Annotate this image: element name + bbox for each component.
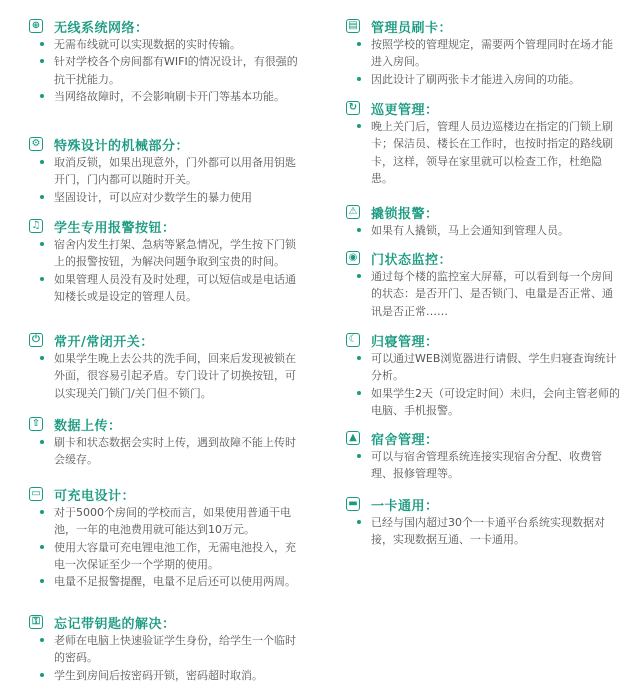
section-title: 无线系统网络： — [54, 21, 149, 36]
section-title: 宿舍管理： — [371, 433, 439, 448]
section-header — [0, 134, 320, 154]
bullet-list — [340, 118, 640, 187]
bullet-item: 如果学生晚上去公共的洗手间，回来后发现被锁在外面，很容易引起矛盾。专门设计了切换按钮，可以实现关门锁门/关门但不锁门。 — [0, 350, 320, 402]
bullet-list — [0, 154, 320, 206]
bullet-item: 如果管理人员没有及时处理，可以短信或是电话通知楼长或是设定的管理人员。 — [0, 271, 320, 306]
section-header — [340, 202, 640, 222]
bullet-item: 刷卡和状态数据会实时上传，遇到故障不能上传时会缓存。 — [0, 434, 320, 469]
bullet-item: 已经与国内超过30个一卡通平台系统实现数据对接，实现数据互通、一卡通用。 — [340, 514, 640, 549]
section-return-dorm — [340, 330, 640, 419]
bullet-item: 电量不足报警提醒，电量不足后还可以使用两周。 — [0, 573, 320, 590]
id-card-icon: ▤ — [346, 19, 360, 33]
bullet-item: 学生到房间后按密码开锁，密码超时取消。 — [0, 667, 320, 684]
bullet-list — [0, 504, 320, 590]
section-one-card — [340, 494, 640, 549]
bullet-item: 通过每个楼的监控室大屏幕，可以看到每一个房间的状态：是否开门、是否锁门、电量是否正常、通讯是否正常…… — [340, 268, 640, 320]
section-title: 撬锁报警： — [371, 207, 439, 222]
section-title: 忘记带钥匙的解决： — [54, 617, 176, 632]
section-header — [0, 16, 320, 36]
section-title: 特殊设计的机械部分： — [54, 139, 190, 154]
section-header — [340, 16, 640, 36]
bullet-item: 取消反锁，如果出现意外，门外都可以用备用钥匙开门，门内都可以随时开关。 — [0, 154, 320, 189]
section-header — [0, 414, 320, 434]
bullet-item: 无需布线就可以实现数据的实时传输。 — [0, 36, 320, 53]
section-door-monitor — [340, 248, 640, 320]
section-mechanical-design — [0, 134, 320, 206]
section-wireless-network — [0, 16, 320, 105]
section-pry-alarm — [340, 202, 640, 239]
bullet-list — [0, 236, 320, 305]
bullet-item: 使用大容量可充电锂电池工作，无需电池投入，充电一次保证至少一个学期的使用。 — [0, 539, 320, 574]
bell-icon: ♫ — [29, 219, 43, 233]
building-icon: ▲ — [346, 431, 360, 445]
section-title: 学生专用报警按钮： — [54, 221, 176, 236]
battery-icon: ▭ — [29, 487, 43, 501]
bullet-list — [340, 448, 640, 483]
bullet-item: 当网络故障时，不会影响刷卡开门等基本功能。 — [0, 88, 320, 105]
eye-icon: ◉ — [346, 251, 360, 265]
section-title: 一卡通用： — [371, 499, 439, 514]
section-header — [0, 216, 320, 236]
bullet-item: 如果学生2天（可设定时间）未归，会向主管老师的电脑、手机报警。 — [340, 385, 640, 420]
bullet-item: 因此设计了刷两张卡才能进入房间的功能。 — [340, 71, 640, 88]
bullet-list — [0, 36, 320, 105]
upload-icon: ⇧ — [29, 417, 43, 431]
bullet-item: 如果有人撬锁，马上会通知到管理人员。 — [340, 222, 640, 239]
bullet-list — [340, 268, 640, 320]
section-header — [340, 428, 640, 448]
section-data-upload — [0, 414, 320, 469]
section-forgot-key — [0, 612, 320, 684]
bullet-list — [340, 514, 640, 549]
section-title: 可充电设计： — [54, 489, 136, 504]
section-dorm-management — [340, 428, 640, 483]
section-patrol — [340, 98, 640, 187]
moon-icon: ☾ — [346, 333, 360, 347]
power-icon: ⏻ — [29, 333, 43, 347]
section-header — [0, 484, 320, 504]
section-header — [340, 494, 640, 514]
section-title: 门状态监控： — [371, 253, 453, 268]
section-header — [340, 330, 640, 350]
section-admin-card — [340, 16, 640, 88]
section-title: 归寝管理： — [371, 335, 439, 350]
bullet-item: 晚上关门后，管理人员边巡楼边在指定的门锁上刷卡；保洁员、楼长在工作时，也按时指定的路线刷卡，这样，领导在家里就可以检查工作，杜绝隐患。 — [340, 118, 640, 187]
bullet-item: 针对学校各个房间都有WIFI的情况设计，有很强的抗干扰能力。 — [0, 53, 320, 88]
bullet-item: 按照学校的管理规定，需要两个管理同时在场才能进入房间。 — [340, 36, 640, 71]
section-header — [340, 248, 640, 268]
bullet-item: 可以通过WEB浏览器进行请假、学生归寝查询统计分析。 — [340, 350, 640, 385]
section-header — [0, 612, 320, 632]
section-title: 数据上传： — [54, 419, 122, 434]
card-icon: ▬ — [346, 497, 360, 511]
section-alarm-button — [0, 216, 320, 305]
bullet-list — [340, 222, 640, 239]
key-icon: ⚿ — [29, 615, 43, 629]
section-title: 巡更管理： — [371, 103, 439, 118]
section-title: 常开/常闭开关： — [54, 335, 154, 350]
gear-icon: ⚙ — [29, 137, 43, 151]
section-rechargeable — [0, 484, 320, 590]
section-header — [340, 98, 640, 118]
bullet-item: 可以与宿舍管理系统连接实现宿舍分配、收费管理、报修管理等。 — [340, 448, 640, 483]
section-title: 管理员刷卡： — [371, 21, 453, 36]
globe-icon: ⊕ — [29, 19, 43, 33]
bullet-item: 宿舍内发生打架、急病等紧急情况，学生按下门锁上的报警按钮，为解决问题争取到宝贵的时间。 — [0, 236, 320, 271]
bullet-item: 老师在电脑上快速验证学生身份，给学生一个临时的密码。 — [0, 632, 320, 667]
bullet-list — [0, 434, 320, 469]
bullet-list — [0, 632, 320, 684]
bullet-list — [340, 36, 640, 88]
bullet-list — [340, 350, 640, 419]
bullet-item: 对于5000个房间的学校而言，如果使用普通干电池，一年的电池费用就可能达到10万元。 — [0, 504, 320, 539]
section-header — [0, 330, 320, 350]
bullet-item: 坚固设计，可以应对少数学生的暴力使用 — [0, 189, 320, 206]
section-open-close-switch — [0, 330, 320, 402]
refresh-icon: ↻ — [346, 101, 360, 115]
alarm-icon: ⚠ — [346, 205, 360, 219]
bullet-list — [0, 350, 320, 402]
